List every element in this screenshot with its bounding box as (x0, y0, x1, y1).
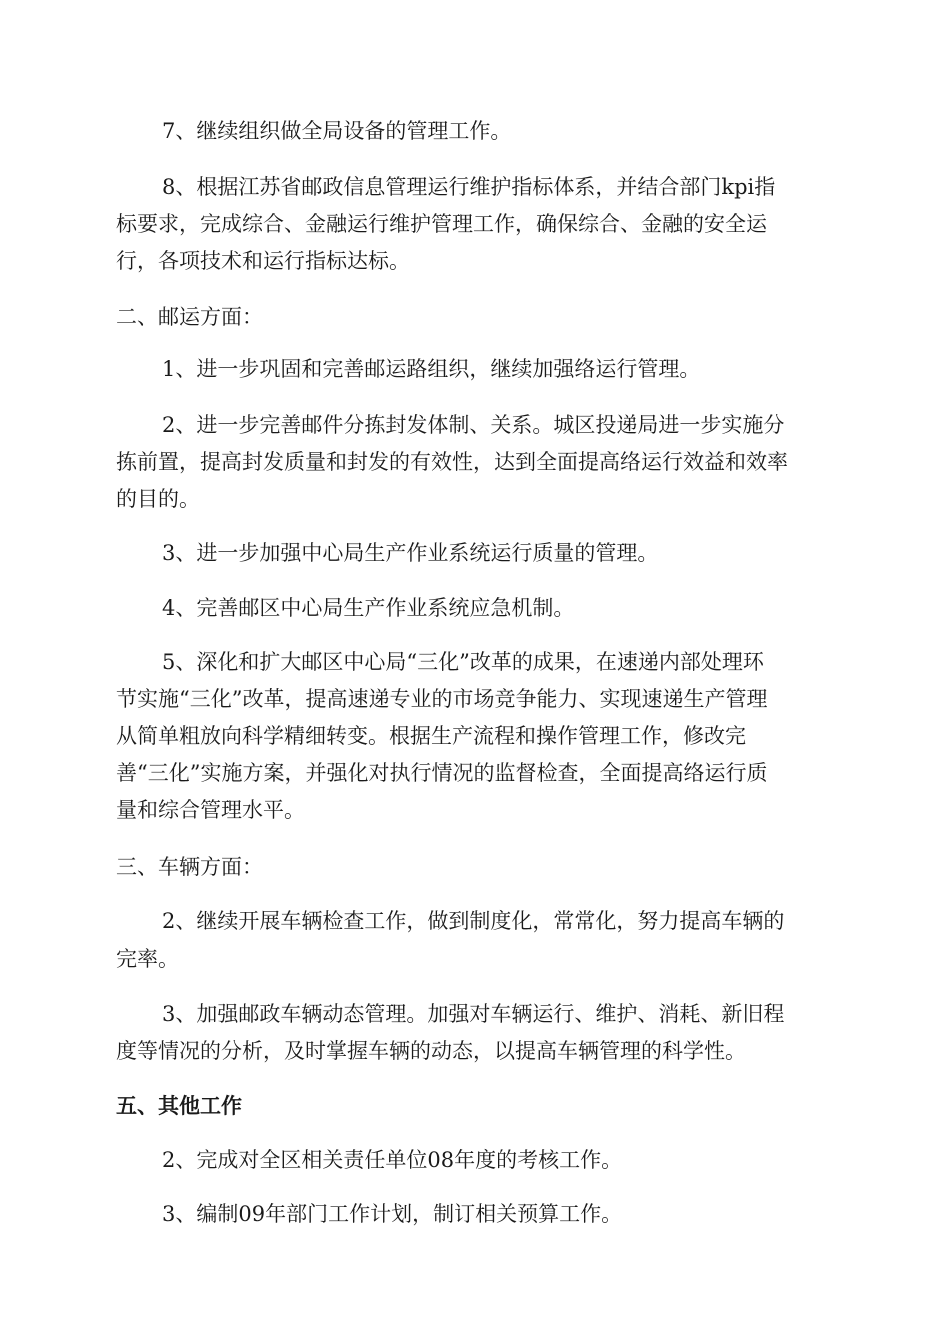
section-heading: 三、车辆方面： (116, 855, 263, 879)
paragraph-line: 节实施“三化”改革，提高速递专业的市场竞争能力、实现速递生产管理 (116, 687, 768, 711)
paragraph-line: 5、深化和扩大邮区中心局“三化”改革的成果，在速递内部处理环 (162, 650, 764, 674)
paragraph-line: 标要求，完成综合、金融运行维护管理工作，确保综合、金融的安全运 (116, 212, 767, 236)
paragraph-line: 2、继续开展车辆检查工作，做到制度化，常常化，努力提高车辆的 (162, 909, 785, 933)
paragraph-line: 3、加强邮政车辆动态管理。加强对车辆运行、维护、消耗、新旧程 (162, 1002, 785, 1026)
section-heading-bold: 五、其他工作 (116, 1094, 242, 1118)
paragraph-line: 行，各项技术和运行指标达标。 (116, 249, 410, 273)
paragraph-line: 2、进一步完善邮件分拣封发体制、关系。城区投递局进一步实施分 (162, 413, 785, 437)
paragraph-line: 从简单粗放向科学精细转变。根据生产流程和操作管理工作，修改完 (116, 724, 746, 748)
paragraph-line: 完率。 (116, 947, 179, 971)
paragraph-line: 8、根据江苏省邮政信息管理运行维护指标体系，并结合部门kpi指 (162, 175, 776, 199)
paragraph-line: 2、完成对全区相关责任单位08年度的考核工作。 (162, 1148, 623, 1172)
paragraph-line: 的目的。 (116, 487, 200, 511)
paragraph-line: 3、编制09年部门工作计划，制订相关预算工作。 (162, 1202, 623, 1226)
paragraph-line: 善“三化”实施方案，并强化对执行情况的监督检查，全面提高络运行质 (116, 761, 768, 785)
paragraph-line: 拣前置，提高封发质量和封发的有效性，达到全面提高络运行效益和效率 (116, 450, 788, 474)
section-heading: 二、邮运方面： (116, 305, 263, 329)
paragraph-line: 7、继续组织做全局设备的管理工作。 (162, 119, 512, 143)
paragraph-line: 度等情况的分析，及时掌握车辆的动态，以提高车辆管理的科学性。 (116, 1039, 746, 1063)
paragraph-line: 3、进一步加强中心局生产作业系统运行质量的管理。 (162, 541, 659, 565)
paragraph-line: 4、完善邮区中心局生产作业系统应急机制。 (162, 596, 575, 620)
paragraph-line: 1、进一步巩固和完善邮运路组织，继续加强络运行管理。 (162, 357, 701, 381)
paragraph-line: 量和综合管理水平。 (116, 798, 305, 822)
